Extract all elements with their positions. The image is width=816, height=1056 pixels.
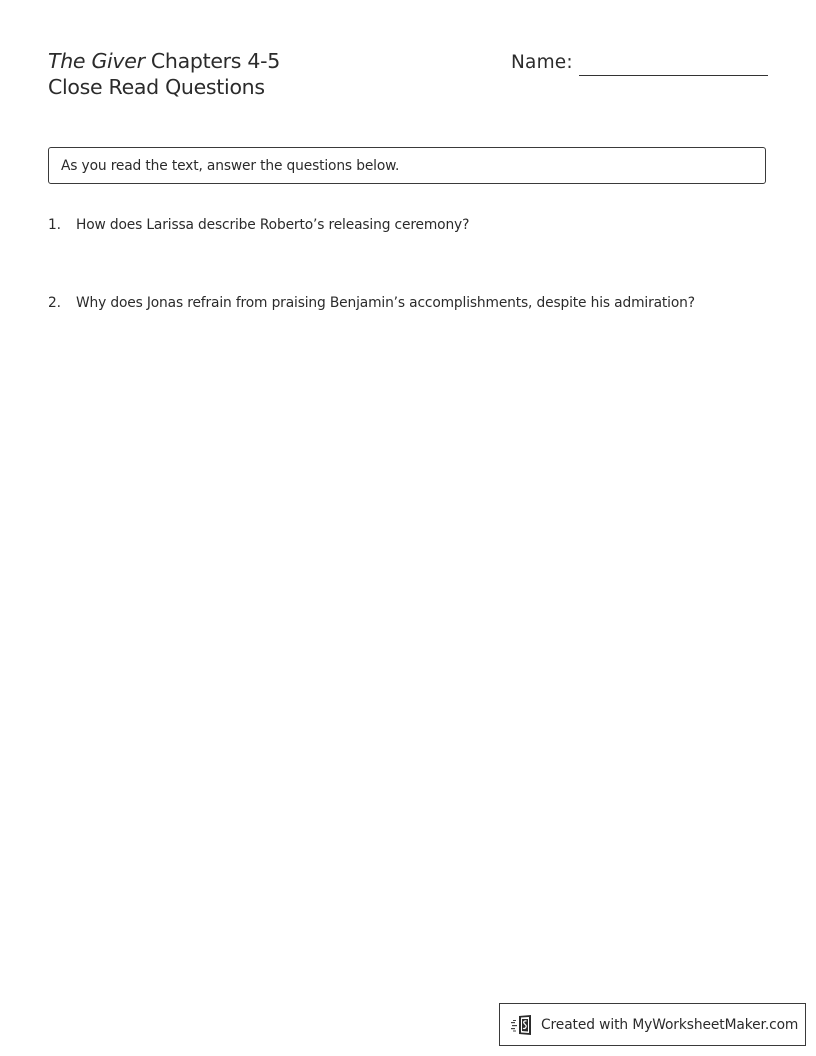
title-line	[48, 48, 280, 74]
instructions-box	[48, 147, 766, 184]
name-blank-line[interactable]	[579, 75, 768, 76]
worksheet-maker-logo-icon	[511, 1014, 535, 1036]
name-field	[511, 52, 768, 74]
chapter-range: Chapters 4-5	[144, 49, 280, 73]
book-title: The Giver	[48, 49, 145, 73]
name-label: Name:	[511, 52, 573, 73]
question-text: How does Larissa describe Roberto’s releasing ceremony?	[76, 217, 470, 233]
question-text: Why does Jonas refrain from praising Benjamin’s accomplishments, despite his admiration?	[76, 295, 695, 311]
footer-text: Created with MyWorksheetMaker.com	[541, 1016, 799, 1033]
instructions-text: As you read the text, answer the questions below.	[61, 157, 400, 174]
question-item	[48, 216, 469, 234]
footer-badge[interactable]	[499, 1003, 806, 1046]
question-number: 1.	[48, 217, 61, 233]
worksheet-subtitle: Close Read Questions	[48, 75, 265, 99]
question-number: 2.	[48, 295, 61, 311]
worksheet-title	[48, 48, 280, 100]
question-item	[48, 294, 695, 312]
